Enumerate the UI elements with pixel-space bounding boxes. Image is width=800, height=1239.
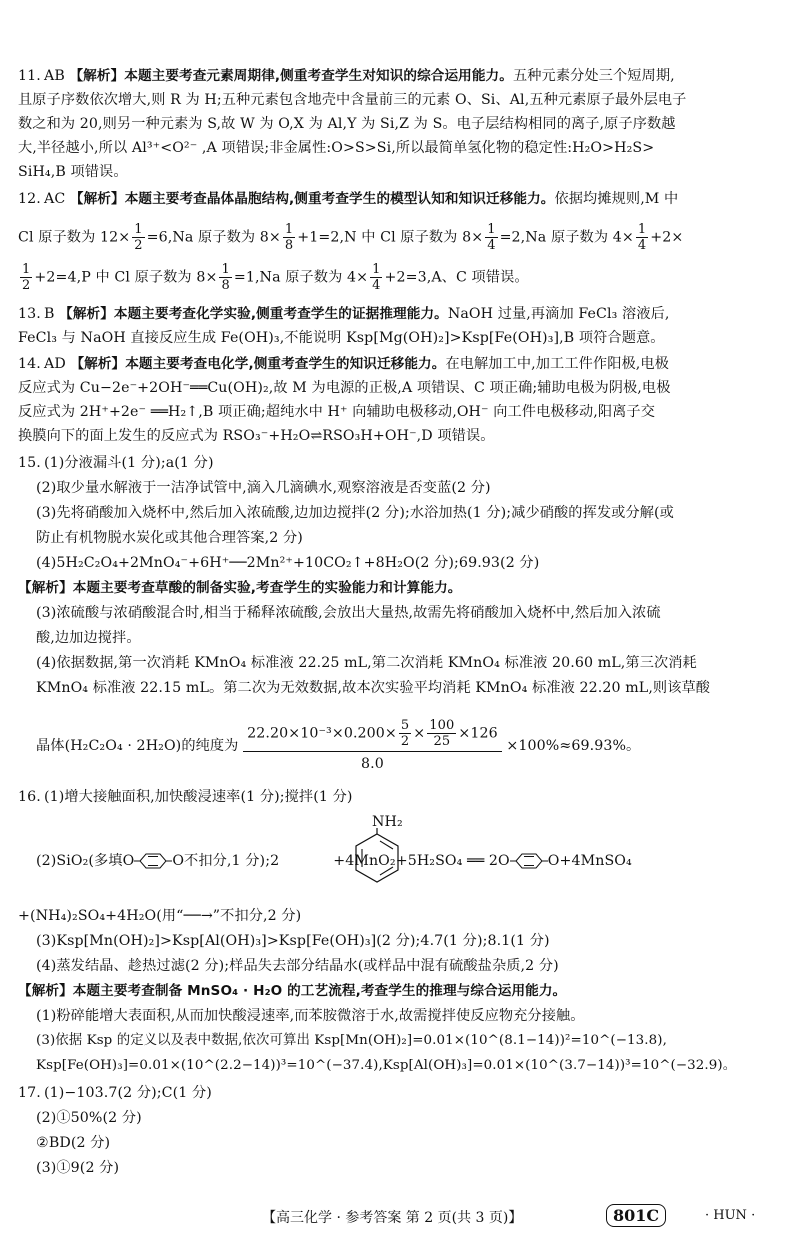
q16-line-5: (4)蒸发结晶、趁热过滤(2 分);样品失去部分结晶水(或样品中混有硫酸盐杂质,2 分)	[36, 958, 559, 974]
fraction-1-8: $\frac{1}{8}$	[221, 262, 230, 293]
q16-line-3: +(NH₄)₂SO₄+4H₂O(用“──→”不扣分,2 分)	[18, 908, 302, 924]
q15-line-9: (4)依据数据,第一次消耗 KMnO₄ 标准液 22.25 mL,第二次消耗 KMnO₄ 标准液 20.60 mL,第三次消耗	[36, 655, 697, 671]
q15-line-7: (3)浓硫酸与浓硝酸混合时,相当于稀释浓硫酸,会放出大量热,故需先将硝酸加入烧杯中,然后加入浓硫	[36, 605, 661, 621]
q15-line-3: (3)先将硝酸加入烧杯中,然后加入浓硫酸,边加边搅拌(2 分);水浴加热(1 分);减少硝酸的挥发或分解(或	[36, 505, 674, 521]
q11-line-4: 大,半径越小,所以 Al³⁺<O²⁻ ,A 项错误;非金属性:O>S>Si,所以最简单氢化物的稳定性:H₂O>H₂S>	[18, 140, 655, 156]
q12-line-2: Cl 原子数为 12× $\frac{1}{2}$ =6,Na 原子数为 8× $\frac{1}{8}$ +1=2,N 中 Cl 原子数为 8× $\frac{1}{4}$ =2,Na 原子数为 4× $\frac{1}{4}$ +2×	[18, 222, 684, 253]
q11-line-3: 数之和为 20,则另一种元素为 S,故 W 为 O,X 为 Al,Y 为 Si,Z 为 S。电子层结构相同的离子,原子序数越	[18, 116, 676, 132]
q15-line-8: 酸,边加边搅拌。	[36, 630, 141, 646]
q13-line-2: FeCl₃ 与 NaOH 直接反应生成 Fe(OH)₃,不能说明 Ksp[Mg(OH)₂]>Ksp[Fe(OH)₃],B 项符合题意。	[18, 330, 665, 346]
q17-line-4: (3)①9(2 分)	[36, 1160, 120, 1176]
q12-line-3: $\frac{1}{2}$ +2=4,P 中 Cl 原子数为 8× $\frac{1}{8}$ =1,Na 原子数为 4× $\frac{1}{4}$ +2=3,A、C 项错误。	[22, 262, 529, 293]
q11-line-5: SiH₄,B 项错误。	[18, 164, 128, 180]
q16-line-8: (3)依据 Ksp 的定义以及表中数据,依次可算出 Ksp[Mn(OH)₂]=0.01×(10^(8.1−14))²=10^(−13.8),	[36, 1033, 667, 1048]
q11-line-2: 且原子序数依次增大,则 R 为 H;五种元素包含地壳中含量前三的元素 O、Si、Al,五种元素原子最外层电子	[18, 92, 687, 108]
fraction-5-2: $\frac{5}{2}$	[400, 718, 410, 749]
fraction-1-4: $\frac{1}{4}$	[487, 222, 496, 253]
fraction-1-4: $\frac{1}{4}$	[372, 262, 381, 293]
q15-line-2: (2)取少量水解液于一洁净试管中,滴入几滴碘水,观察溶液是否变蓝(2 分)	[36, 480, 491, 496]
quinone-ring-icon	[134, 853, 172, 869]
aniline-nh2-label: NH₂	[372, 814, 403, 830]
q13-line-1: 13. B 【解析】本题主要考查化学实验,侧重考查学生的证据推理能力。NaOH 过量,再滴加 FeCl₃ 溶液后,	[18, 306, 670, 322]
q15-line-5: (4)5H₂C₂O₄+2MnO₄⁻+6H⁺──2Mn²⁺+10CO₂↑+8H₂O(2 分);69.93(2 分)	[36, 555, 540, 571]
q15-line-10: KMnO₄ 标准液 22.15 mL。第二次为无效数据,故本次实验平均消耗 KMnO₄ 标准液 22.20 mL,则该草酸	[36, 680, 711, 696]
q14-line-3: 反应式为 2H⁺+2e⁻ ══H₂↑,B 项正确;超纯水中 H⁺ 向辅助电极移动,OH⁻ 向工件电极移动,阳离子交	[18, 404, 656, 420]
q15-analysis-heading: 【解析】本题主要考查草酸的制备实验,考查学生的实验能力和计算能力。	[18, 580, 462, 596]
q14-line-2: 反应式为 Cu−2e⁻+2OH⁻══Cu(OH)₂,故 M 为电源的正极,A 项错误、C 项正确;辅助电极为阴极,电极	[18, 380, 671, 396]
q15-purity-formula: 晶体(H₂C₂O₄ · 2H₂O)的纯度为 22.20×10⁻³×0.200× $\frac{5}{2}$ × $\frac{100}{25}$ ×126 8.0 ×100%≈69.93%。	[36, 718, 641, 772]
q16-analysis-heading: 【解析】本题主要考查制备 MnSO₄ · H₂O 的工艺流程,考查学生的推理与综合运用能力。	[18, 983, 567, 999]
q14-line-4: 换膜向下的面上发生的反应式为 RSO₃⁻+H₂O⇌RSO₃H+OH⁻,D 项错误。	[18, 428, 495, 444]
q16-line-2: (2)SiO₂(多填O O不扣分,1 分);2 +4MnO₂+5H₂SO₄ ══ 2O O+4MnSO₄	[36, 853, 632, 869]
q17-line-1: 17. (1)−103.7(2 分);C(1 分)	[18, 1085, 212, 1101]
q15-line-4: 防止有机物脱水炭化或其他合理答案,2 分)	[36, 530, 303, 546]
fraction-1-8: $\frac{1}{8}$	[284, 222, 294, 253]
q14-line-1: 14. AD 【解析】本题主要考查电化学,侧重考查学生的知识迁移能力。在电解加工中,加工工件作阳极,电极	[18, 356, 669, 372]
q16-line-1: 16. (1)增大接触面积,加快酸浸速率(1 分);搅拌(1 分)	[18, 789, 353, 805]
footer-title: 【高三化学 · 参考答案 第 2 页(共 3 页)】	[262, 1210, 523, 1226]
fraction-1-4: $\frac{1}{4}$	[637, 222, 647, 253]
fraction-100-25: $\frac{100}{25}$	[429, 718, 455, 749]
q15-line-1: 15. (1)分液漏斗(1 分);a(1 分)	[18, 455, 214, 471]
q12-line-1: 12. AC 【解析】本题主要考查晶体晶胞结构,侧重考查学生的模型认知和知识迁移能力。依据均摊规则,M 中	[18, 191, 679, 207]
fraction-1-2: $\frac{1}{2}$	[22, 262, 31, 293]
q16-line-4: (3)Ksp[Mn(OH)₂]>Ksp[Al(OH)₃]>Ksp[Fe(OH)₃](2 分);4.7(1 分);8.1(1 分)	[36, 933, 550, 949]
q17-line-3: ②BD(2 分)	[36, 1135, 111, 1151]
province-code: · HUN ·	[705, 1208, 756, 1223]
purity-fraction: 22.20×10⁻³×0.200× $\frac{5}{2}$ × $\frac{100}{25}$ ×126 8.0	[243, 718, 502, 774]
q11-line-1: 11. AB 【解析】本题主要考查元素周期律,侧重考查学生对知识的综合运用能力。五种元素分处三个短周期,	[18, 68, 675, 84]
q16-line-7: (1)粉碎能增大表面积,从而加快酸浸速率,而苯胺微溶于水,故需搅拌使反应物充分接触。	[36, 1008, 585, 1024]
q17-line-2: (2)①50%(2 分)	[36, 1110, 142, 1126]
page-footer	[0, 1204, 800, 1230]
quinone-ring-icon	[510, 853, 548, 869]
exam-code-badge: 801C	[606, 1204, 666, 1227]
fraction-1-2: $\frac{1}{2}$	[134, 222, 143, 253]
q16-line-9: Ksp[Fe(OH)₃]=0.01×(10^(2.2−14))³=10^(−37.4),Ksp[Al(OH)₃]=0.01×(10^(3.7−14))³=10^(−32.9)。	[36, 1058, 737, 1073]
